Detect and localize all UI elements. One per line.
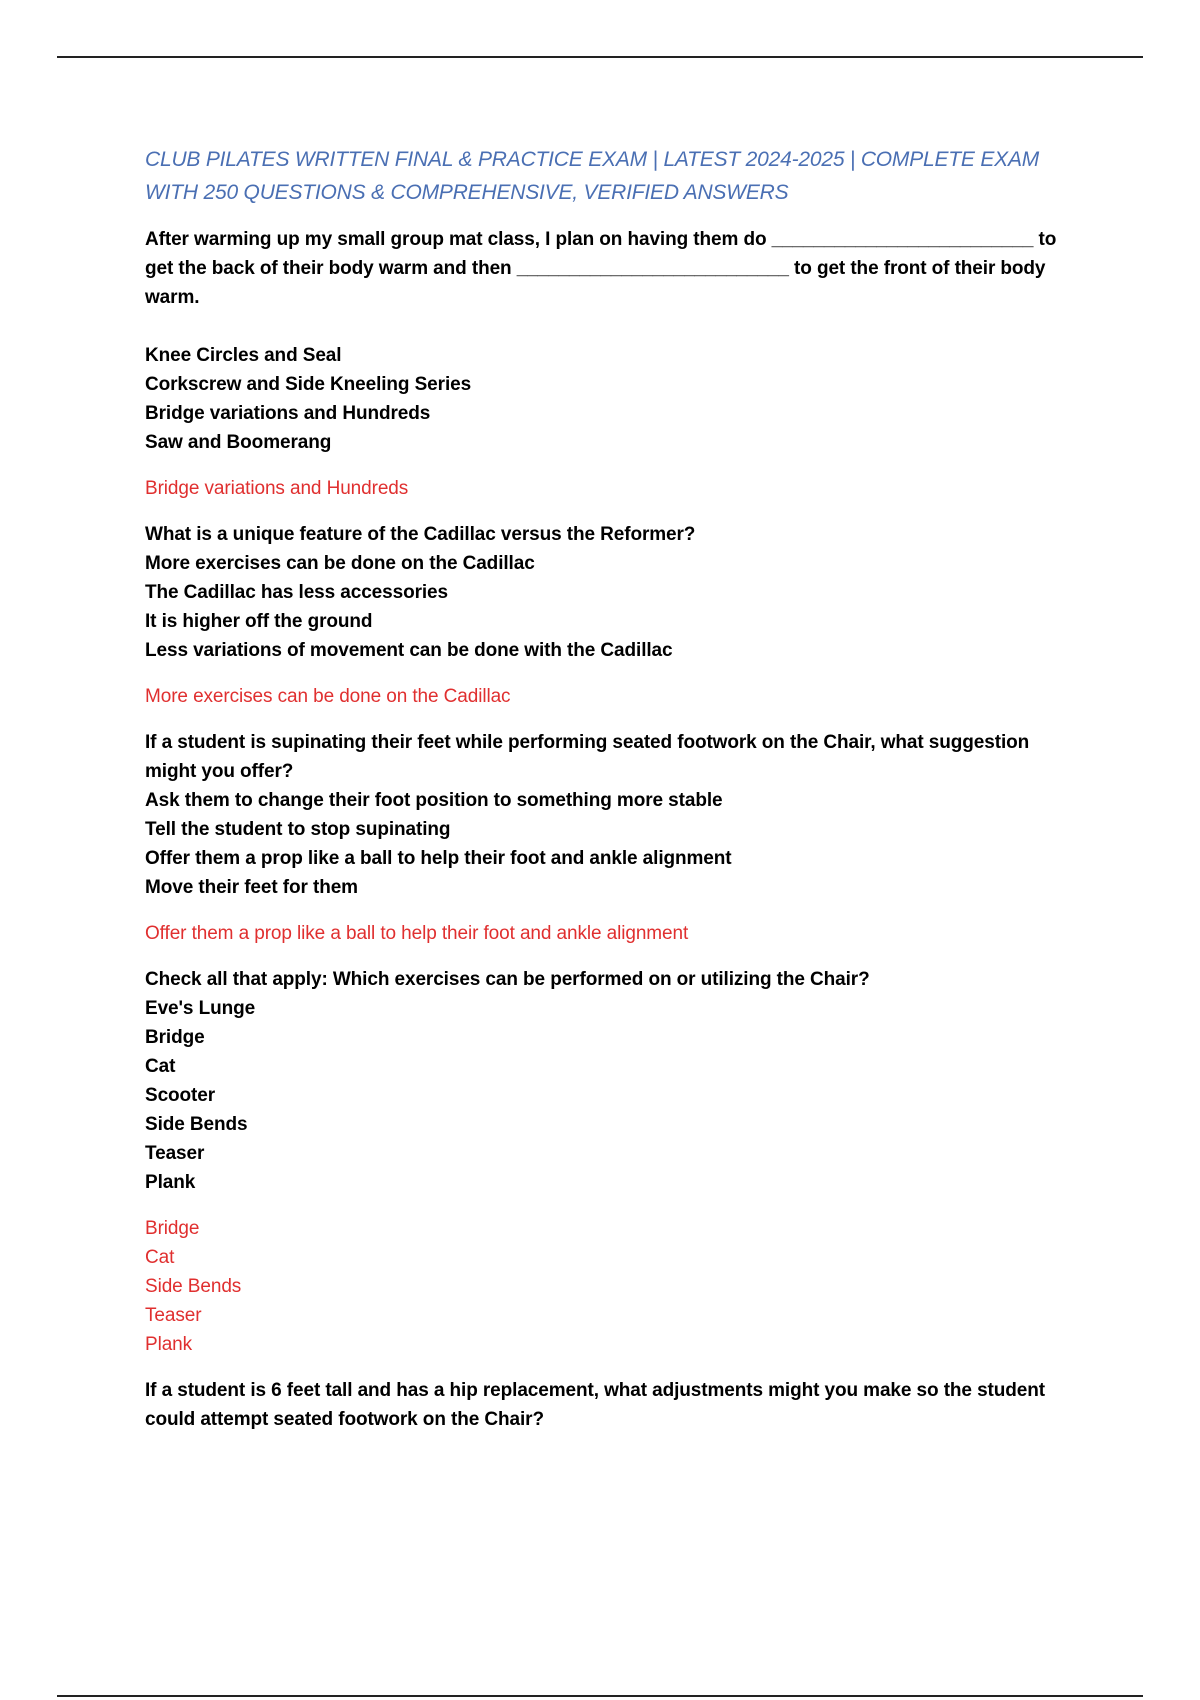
answer: Offer them a prop like a ball to help their foot and ankle alignment [145,923,689,944]
option: Bridge variations and Hundreds [145,403,431,424]
document-title: CLUB PILATES WRITTEN FINAL & PRACTICE EXAM | LATEST 2024-2025 | COMPLETE EXAM WITH 250 QUESTIONS & COMPREHENSIVE, VERIFIED ANSWERS [145,148,1040,204]
answer: More exercises can be done on the Cadillac [145,686,511,707]
question-text: If a student is supinating their feet while performing seated footwork on the Chair, what suggestion might you offer? [145,732,1030,782]
option: Scooter [145,1085,216,1106]
option: It is higher off the ground [145,611,373,632]
option: Tell the student to stop supinating [145,819,451,840]
question-3 [145,728,1085,965]
question-4 [145,965,1085,1376]
answer: Cat [145,1247,175,1268]
answer: Bridge variations and Hundreds [145,478,409,499]
answer-list [145,682,1085,711]
question-1 [145,225,1085,520]
question-text: If a student is 6 feet tall and has a hip replacement, what adjustments might you make so the student could attempt seated footwork on the Chair? [145,1380,1045,1430]
option: Teaser [145,1143,205,1164]
question-2 [145,520,1085,728]
question-text: What is a unique feature of the Cadillac versus the Reformer? [145,524,696,545]
answer: Side Bends [145,1276,242,1297]
option: Cat [145,1056,176,1077]
option: Corkscrew and Side Kneeling Series [145,374,472,395]
answer: Plank [145,1334,193,1355]
option: Ask them to change their foot position to something more stable [145,790,723,811]
option: The Cadillac has less accessories [145,582,448,603]
option: Offer them a prop like a ball to help their foot and ankle alignment [145,848,732,869]
answer: Bridge [145,1218,200,1239]
options-list [145,786,1085,902]
option: Side Bends [145,1114,248,1135]
option: Knee Circles and Seal [145,345,342,366]
options-list [145,341,1085,457]
top-rule [57,56,1143,58]
option: Plank [145,1172,196,1193]
options-list [145,994,1085,1197]
answer-list [145,474,1085,503]
answer-list [145,1214,1085,1359]
option: Less variations of movement can be done with the Cadillac [145,640,673,661]
options-list [145,549,1085,665]
document-body [145,143,1085,1434]
option: Bridge [145,1027,205,1048]
answer: Teaser [145,1305,202,1326]
option: Saw and Boomerang [145,432,332,453]
option: Eve's Lunge [145,998,256,1019]
bottom-rule [57,1695,1143,1697]
option: Move their feet for them [145,877,358,898]
option: More exercises can be done on the Cadillac [145,553,535,574]
question-text: Check all that apply: Which exercises can be performed on or utilizing the Chair? [145,969,870,990]
question-5 [145,1376,1085,1434]
answer-list [145,919,1085,948]
question-text: After warming up my small group mat class, I plan on having them do _________________________ to get the back of their body warm and then __________________________ to get the front of their body warm. [145,229,1057,308]
